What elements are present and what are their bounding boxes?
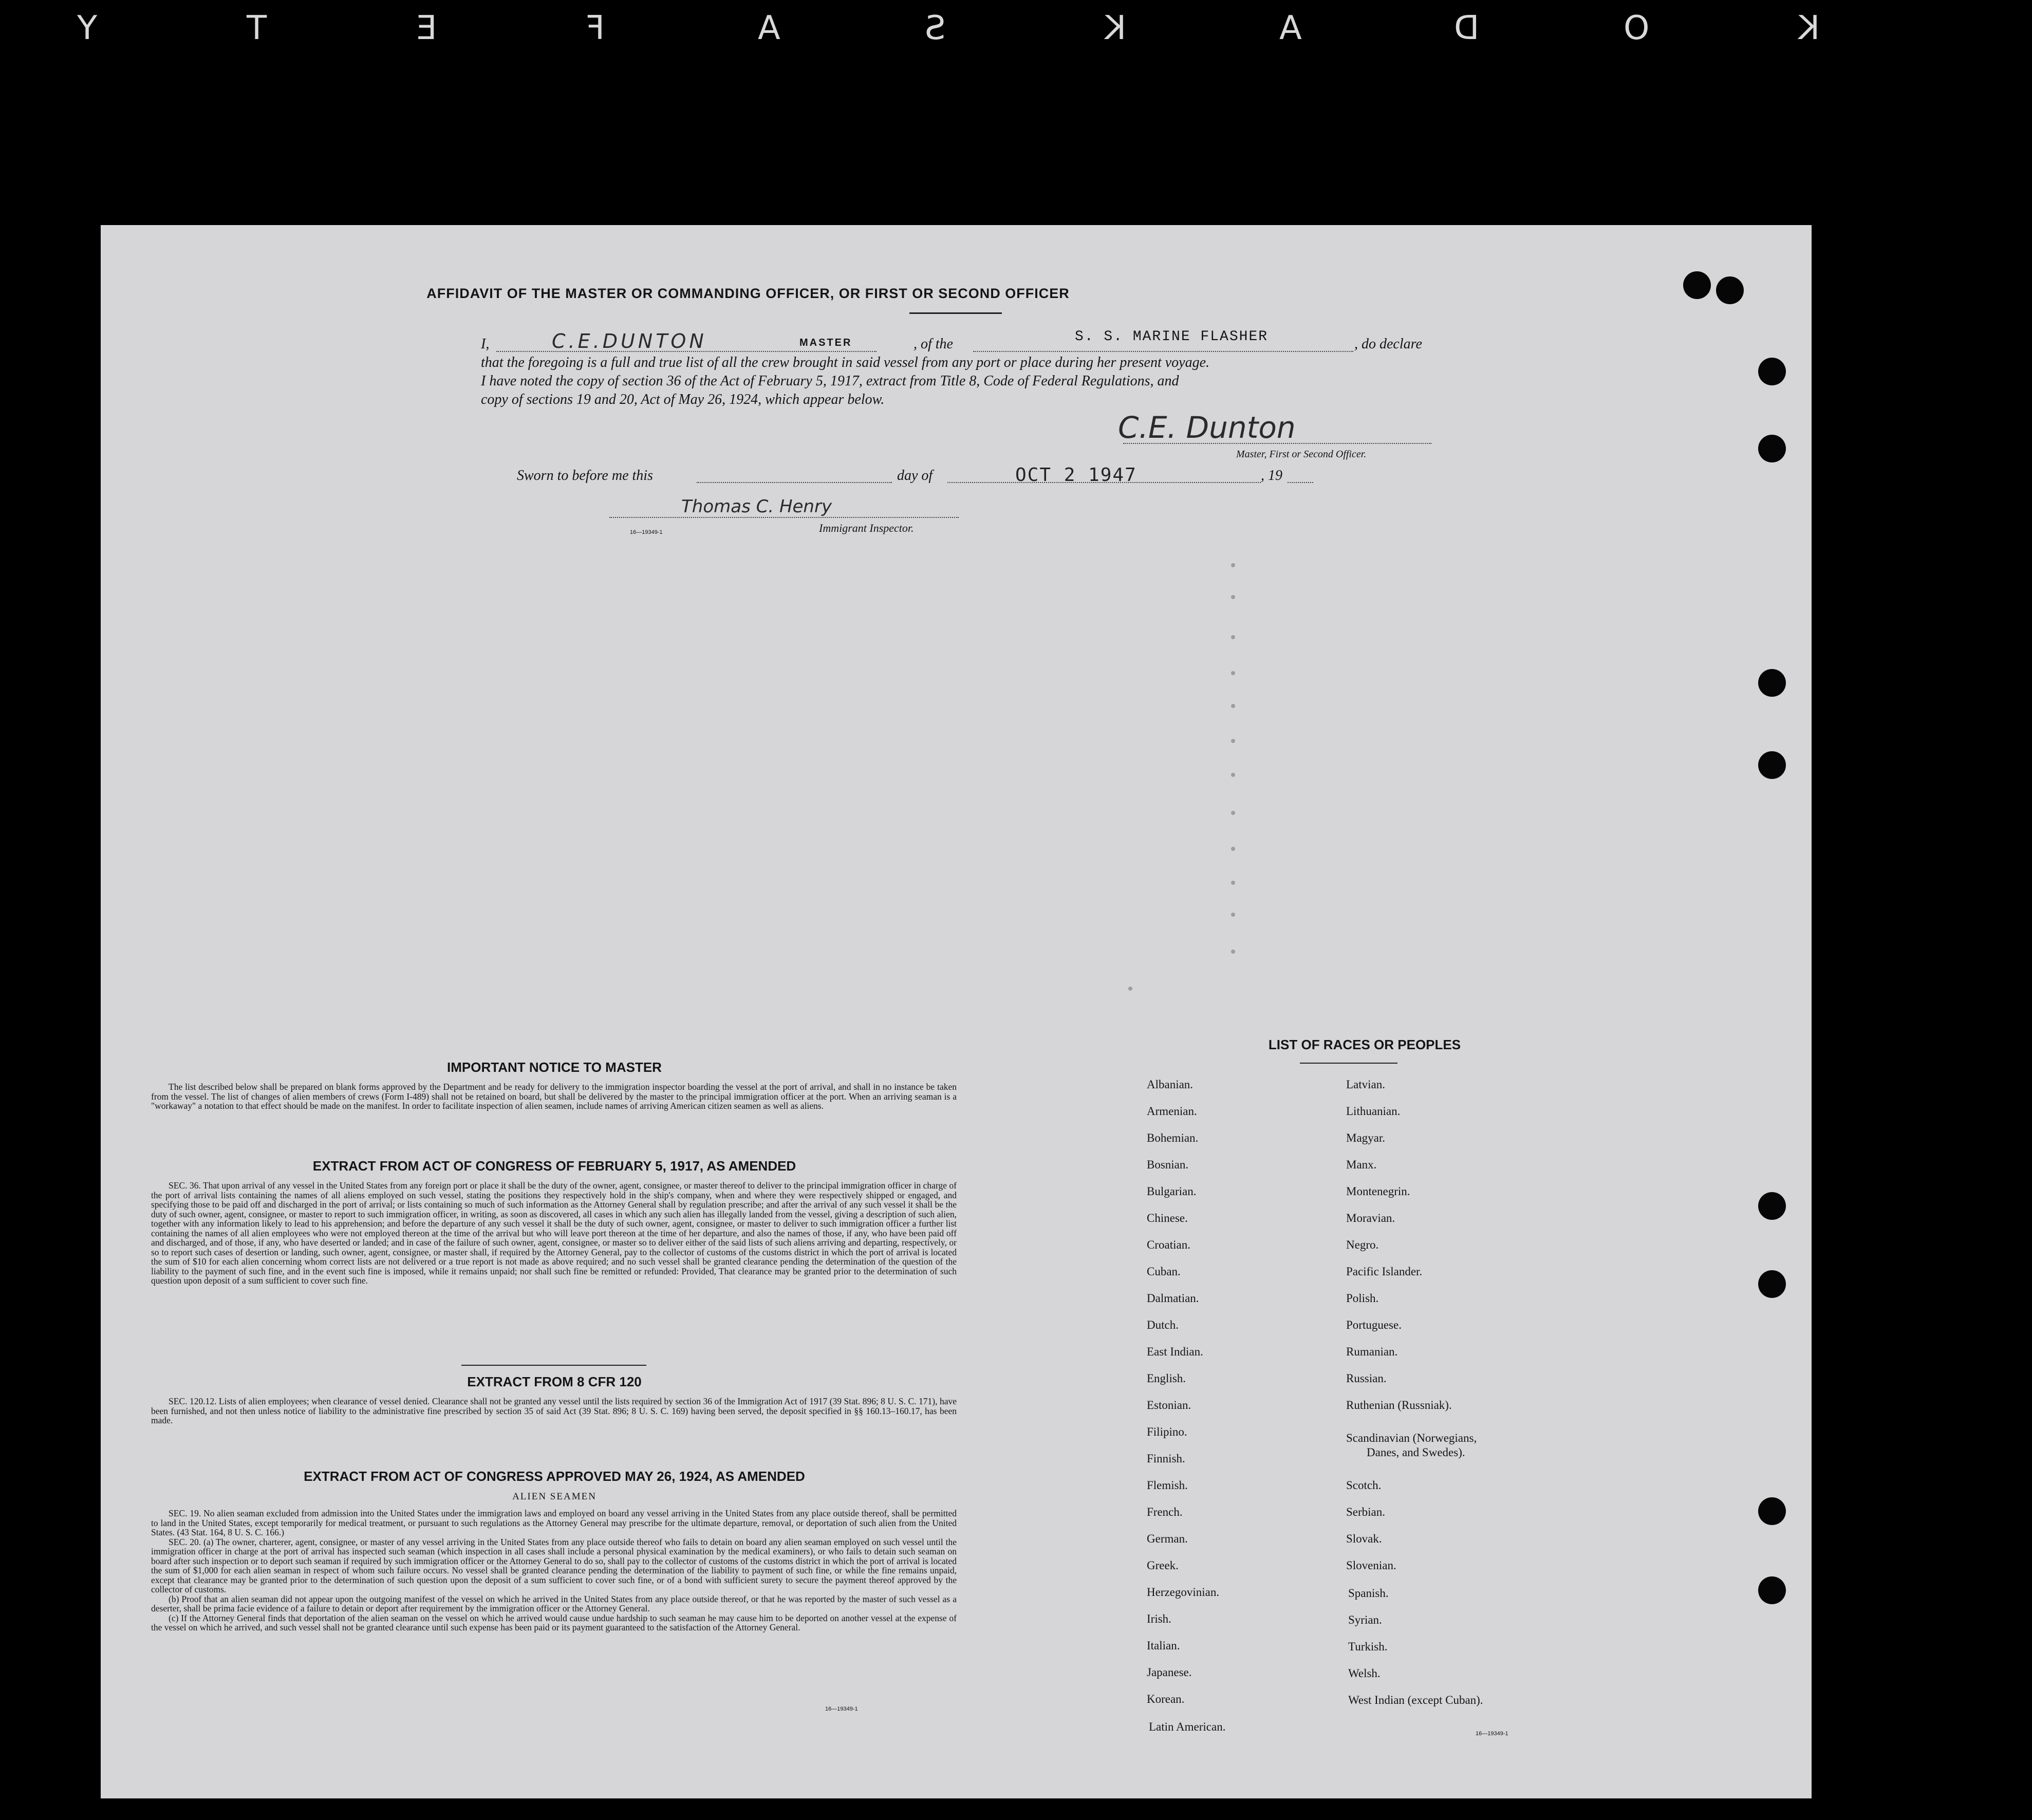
race-item: Cuban. (1147, 1265, 1181, 1278)
race-item: Scotch. (1346, 1479, 1382, 1492)
punch-hole (1683, 271, 1711, 299)
bleed-mark (1231, 881, 1235, 885)
race-item: Danes, and Swedes). (1367, 1446, 1465, 1459)
race-item: Serbian. (1346, 1506, 1386, 1518)
punch-hole (1758, 1576, 1786, 1604)
race-item: French. (1147, 1506, 1183, 1518)
punch-hole (1758, 669, 1786, 697)
extract-cfr-text (151, 1397, 957, 1425)
race-item: Bulgarian. (1147, 1185, 1197, 1198)
race-item: Portuguese. (1346, 1318, 1402, 1331)
sec-19-paragraph: SEC. 19. No alien seaman excluded from admission into the United States under the immigration laws and employed on board any vessel arriving in the United States from any place outside thereof, shall be permitted to land in the United States, except temporarily for medical treatment, or pursuant to such regulations as the Attorney General may prescribe for the ultimate departure, removal, or deportation of such alien from the United States. (43 Stat. 164, 8 U. S. C. 166.) (151, 1508, 957, 1537)
affidavit-line-2: that the foregoing is a full and true list of all the crew brought in said vessel from any port or place during her present voyage. (481, 355, 1210, 370)
document-page (101, 225, 1812, 1798)
sworn-day-field (697, 482, 892, 483)
race-item: Filipino. (1147, 1425, 1187, 1438)
inspector-line (609, 517, 959, 518)
punch-hole (1716, 276, 1744, 304)
race-item: West Indian (except Cuban). (1348, 1694, 1483, 1706)
race-item: Ruthenian (Russniak). (1346, 1399, 1452, 1412)
bleed-mark (1231, 704, 1235, 708)
film-edge-letter: K (1105, 9, 1126, 47)
race-item: Croatian. (1147, 1238, 1190, 1251)
film-edge-letter: D (1454, 9, 1480, 47)
inspector-signature: Thomas C. Henry (681, 496, 832, 517)
race-item: Japanese. (1147, 1666, 1192, 1679)
race-item: Irish. (1147, 1612, 1171, 1625)
bleed-mark (1231, 847, 1235, 851)
race-item: East Indian. (1147, 1345, 1203, 1358)
film-edge-letter: F (586, 9, 605, 47)
sec-20b-paragraph: (b) Proof that an alien seaman did not appear upon the outgoing manifest of the vessel on which he arrived in the United States from any place outside thereof, or that he was reported by the master of such vessel as a deserter, shall be prima facie evidence of a failure to detain or deport after requirement by the immigration officer or the Attorney General. (151, 1593, 957, 1613)
bleed-mark (1231, 950, 1235, 954)
race-item: Pacific Islander. (1346, 1265, 1423, 1278)
race-item: Flemish. (1147, 1479, 1188, 1492)
race-item: Finnish. (1147, 1452, 1185, 1465)
form-number-races: 16—19349-1 (1476, 1731, 1508, 1737)
film-edge-letter: T (247, 9, 267, 47)
race-item: Bohemian. (1147, 1131, 1199, 1144)
race-item: Magyar. (1346, 1131, 1386, 1144)
film-edge-letter: A (758, 9, 780, 47)
notice-text (151, 1082, 957, 1111)
race-item: Herzegovinian. (1147, 1586, 1220, 1599)
punch-hole (1758, 1270, 1786, 1298)
bleed-mark (1231, 671, 1235, 675)
affidavit-i-label: I, (481, 336, 490, 352)
races-title: LIST OF RACES OR PEOPLES (1268, 1037, 1461, 1052)
film-edge-letter: K (1798, 9, 1820, 47)
vessel-name: S. S. MARINE FLASHER (1075, 329, 1269, 345)
notice-title: IMPORTANT NOTICE TO MASTER (447, 1060, 662, 1075)
affidavit-line-3: I have noted the copy of section 36 of the Act of February 5, 1917, extract from Title 8, Code of Federal Regulations, and (481, 373, 1179, 389)
race-item: Dalmatian. (1147, 1292, 1199, 1305)
year-field (1288, 482, 1313, 483)
race-item: Lithuanian. (1346, 1105, 1401, 1118)
signature-caption: Master, First or Second Officer. (1236, 449, 1367, 460)
film-edge-lettering (0, 0, 2032, 57)
race-item: Chinese. (1147, 1212, 1188, 1224)
race-item: English. (1147, 1372, 1186, 1385)
inspector-caption: Immigrant Inspector. (819, 522, 914, 534)
master-name: C.E.DUNTON (552, 330, 707, 352)
bleed-mark (1128, 987, 1132, 991)
vessel-field (973, 351, 1353, 352)
punch-hole (1758, 435, 1786, 462)
bleed-mark (1231, 913, 1235, 917)
title-underline (909, 312, 1002, 314)
race-item: Polish. (1346, 1292, 1379, 1305)
race-item: Manx. (1346, 1158, 1377, 1171)
race-item: Latvian. (1346, 1078, 1385, 1091)
signature-line (1123, 443, 1431, 444)
punch-hole (1758, 358, 1786, 385)
bleed-mark (1231, 563, 1235, 567)
of-the-label: , of the (914, 336, 953, 352)
rank-stamp: MASTER (799, 337, 852, 348)
bleed-mark (1231, 811, 1235, 815)
race-item: Montenegrin. (1346, 1185, 1410, 1198)
race-item: Slovak. (1346, 1532, 1382, 1545)
punch-hole (1758, 1192, 1786, 1220)
bleed-mark (1231, 739, 1235, 743)
bleed-mark (1231, 595, 1235, 599)
race-item: Syrian. (1348, 1613, 1382, 1626)
master-signature: C.E. Dunton (1118, 410, 1296, 445)
race-item: Negro. (1346, 1238, 1379, 1251)
affidavit-title: AFFIDAVIT OF THE MASTER OR COMMANDING OFFICER, OR FIRST OR SECOND OFFICER (426, 286, 1070, 301)
film-edge-letter: A (1279, 9, 1302, 47)
race-item: Moravian. (1346, 1212, 1395, 1224)
bleed-mark (1231, 773, 1235, 777)
punch-hole (1758, 1497, 1786, 1525)
day-of-label: day of (897, 468, 933, 484)
race-item: Welsh. (1348, 1667, 1381, 1680)
form-number-affidavit: 16—19349-1 (630, 529, 663, 535)
extract-1917-text (151, 1181, 957, 1286)
race-item: Latin American. (1149, 1720, 1226, 1733)
race-item: Armenian. (1147, 1105, 1197, 1118)
sworn-label: Sworn to before me this (517, 468, 653, 484)
film-edge-letter: S (925, 9, 946, 47)
sec-36-paragraph: SEC. 36. That upon arrival of any vessel in the United States from any foreign port or place it shall be the duty of the owner, agent, consignee, or master thereof to deliver to the principal immigration officer in charge of the port of arrival lists containing the names of all aliens employed on such vessel, stating the positions they respectively hold in the ship's company, when and where they were respectively shipped or engaged, and specifying those to be paid off and discharged in the port of arrival; or lists containing so much of such information as the Attorney General shall by regulation prescribe; and after the arrival of any such vessel it shall be the duty of such owner, agent, consignee, or master to report to such immigration officer, in writing, as soon as discovered, all cases in which any such alien has illegally landed from the vessel, giving a description of such alien, together with any information likely to lead to his apprehension; and before the departure of any such vessel it shall be the duty of such owner, agent, consignee, or master to deliver to such immigration officer a further list containing the names of all alien employees who were not employed thereon at the time of the arrival but who will leave port thereon at the time of her departure, and also the names of those, if any, who have been paid off and discharged, and of those, if any, who have deserted or landed; and in case of the failure of such owner, agent, consignee, or master so to deliver either of the said lists of such aliens arriving and departing, respectively, or so to report such cases of desertion or landing, such owner, agent, consignee, or master shall, if required by the Attorney General, pay to the collector of customs of the customs district in which the port of arrival is located the sum of $10 for each alien concerning whom correct lists are not delivered or a true report is not made as above required; and no such vessel shall be granted clearance pending the determination of the question of the liability to the payment of such fine, and in the event such fine is imposed, while it remains unpaid; nor shall such fine be remitted or refunded: Provided, That clearance may be granted prior to the determination of such question upon deposit of a sum sufficient to cover such fine. (151, 1180, 957, 1286)
year-label: , 19 (1261, 468, 1282, 484)
affidavit-line-4: copy of sections 19 and 20, Act of May 26, 1924, which appear below. (481, 392, 885, 407)
race-item: Turkish. (1348, 1640, 1388, 1653)
sec-20a-paragraph: SEC. 20. (a) The owner, charterer, agent, consignee, or master of any vessel arriving in the United States from any place outside thereof who fails to detain on board any alien seaman employed on such vessel until the immigration officer in charge at the port of arrival has inspected such seaman (which inspection in all cases shall include a personal physical examination by the medical examiners), or who fails to detain such seaman on board after such inspection or to deport such seaman if required by such immigration officer or the Attorney General to do so, shall pay to the collector of customs of the customs district in which the port of arrival is located the sum of $1,000 for each alien seaman in respect of whom such failure occurs. No vessel shall be granted clearance pending the determination of the liability to payment of such fine, or while the fine remains unpaid, except that clearance may be granted prior to the determination of such question upon the deposit of a sum sufficient to cover such fine, or of a bond with sufficient surety to secure the payment thereof approved by the collector of customs. (151, 1536, 957, 1594)
race-item: Russian. (1346, 1372, 1387, 1385)
race-item: Italian. (1147, 1639, 1180, 1652)
race-item: Estonian. (1147, 1399, 1191, 1412)
race-item: Rumanian. (1346, 1345, 1398, 1358)
race-item: German. (1147, 1532, 1188, 1545)
races-title-underline (1300, 1063, 1397, 1064)
extract-1924-title: EXTRACT FROM ACT OF CONGRESS APPROVED MAY 26, 1924, AS AMENDED (304, 1469, 805, 1484)
punch-hole (1758, 751, 1786, 779)
bleed-mark (1231, 635, 1235, 639)
film-edge-letter: Y (77, 9, 98, 47)
do-declare-label: , do declare (1354, 336, 1422, 352)
sec-20c-paragraph: (c) If the Attorney General finds that deportation of the alien seaman on the vessel on which he arrived would cause undue hardship to such seaman he may cause him to be deported on another vessel at the expense of the vessel on which he arrived, and such vessel shall not be granted clearance until such expense has been paid or its payment guaranteed to the satisfaction of the Attorney General. (151, 1612, 957, 1632)
extract-1917-title: EXTRACT FROM ACT OF CONGRESS OF FEBRUARY 5, 1917, AS AMENDED (312, 1158, 796, 1174)
film-edge-letter: E (416, 9, 437, 47)
film-edge-letter: O (1624, 9, 1650, 47)
sec-120-12-paragraph: SEC. 120.12. Lists of alien employees; when clearance of vessel denied. Clearance shall not be granted any vessel until the lists required by section 36 of the Immigration Act of 1917 (39 Stat. 896; 8 U. S. C. 171), have been furnished, and not then unless notice of liability to the administrative fine prescribed by section 35 of said Act (39 Stat. 896; 8 U. S. C. 169) having been served, the deposit specified in §§ 160.13–160.17, has been made. (151, 1396, 957, 1425)
race-item: Slovenian. (1346, 1559, 1396, 1572)
race-item: Dutch. (1147, 1318, 1179, 1331)
section-divider (461, 1365, 646, 1366)
race-item: Korean. (1147, 1693, 1185, 1705)
extract-1924-text (151, 1509, 957, 1632)
race-item: Bosnian. (1147, 1158, 1189, 1171)
extract-cfr-title: EXTRACT FROM 8 CFR 120 (467, 1374, 642, 1389)
race-item: Greek. (1147, 1559, 1179, 1572)
race-item: Spanish. (1348, 1587, 1389, 1600)
notice-paragraph: The list described below shall be prepared on blank forms approved by the Department and be ready for delivery to the immigration inspector boarding the vessel at the port of arrival, and shall in no instance be taken from the vessel. The list of changes of alien members of crews (Form I-489) shall not be retained on board, but shall be delivered by the master to the principal immigration officer at the port. When an arriving seaman is a "workaway" a notation to that effect should be made on the manifest. In order to facilitate inspection of alien seamen, include names of arriving American citizen seamen as well as aliens. (151, 1082, 957, 1111)
form-number-extract: 16—19349-1 (825, 1706, 858, 1712)
race-item: Albanian. (1147, 1078, 1194, 1091)
race-item: Scandinavian (Norwegians, (1346, 1432, 1477, 1444)
alien-seamen-subtitle: ALIEN SEAMEN (512, 1491, 596, 1502)
date-stamp: OCT 2 1947 (1015, 465, 1137, 486)
